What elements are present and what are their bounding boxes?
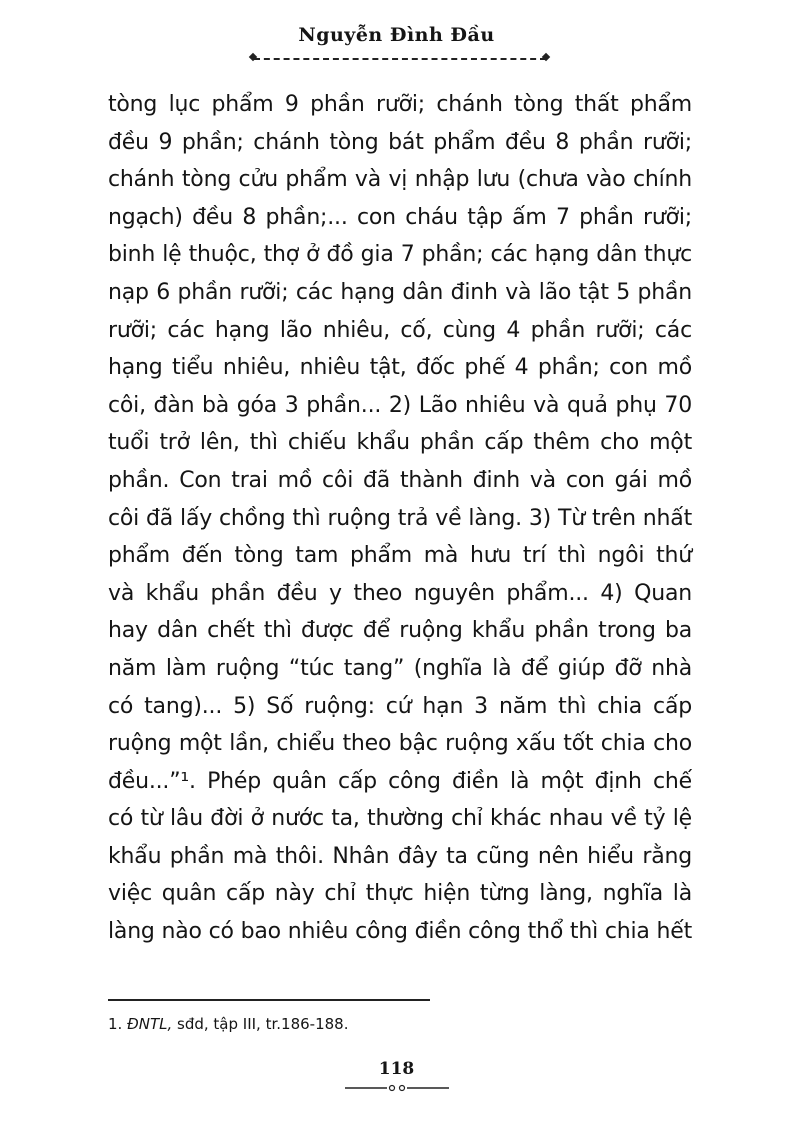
text-line: hạng tiểu nhiêu, nhiêu tật, đốc phế 4 phần; con mồ — [108, 355, 692, 381]
text-line: ngạch) đều 8 phần;... con cháu tập ấm 7 phần rưỡi; — [108, 204, 692, 230]
text-line: việc quân cấp này chỉ thực hiện từng làng, nghĩa là — [108, 881, 692, 907]
footnote-reference: sđd, tập III, tr.186-188. — [177, 1015, 349, 1033]
text-line: chánh tòng cửu phẩm và vị nhập lưu (chưa vào chính — [108, 167, 692, 193]
footnote — [108, 1013, 348, 1035]
text-line: năm làm ruộng “túc tang” (nghĩa là để giúp đỡ nhà — [108, 655, 692, 681]
text-line: tuổi trở lên, thì chiếu khẩu phần cấp thêm cho một — [108, 430, 692, 456]
text-line: ruộng một lần, chiểu theo bậc ruộng xấu tốt chia cho — [108, 731, 692, 757]
text-line: làng nào có bao nhiêu công điền công thổ thì chia hết — [108, 919, 692, 945]
text-line: côi đã lấy chồng thì ruộng trả về làng. 3) Từ trên nhất — [108, 505, 692, 531]
text-line: côi, đàn bà góa 3 phần... 2) Lão nhiêu và quả phụ 70 — [108, 392, 692, 418]
text-line: phần. Con trai mồ côi đã thành đinh và con gái mồ — [108, 467, 692, 493]
text-line: nạp 6 phần rưỡi; các hạng dân đinh và lão tật 5 phần — [108, 279, 692, 305]
footnote-source: ĐNTL, — [127, 1015, 173, 1033]
body-text — [108, 86, 692, 951]
text-line: đều 9 phần; chánh tòng bát phẩm đều 8 phần rưỡi; — [108, 129, 692, 155]
text-line: đều...”¹. Phép quân cấp công điền là một định chế — [108, 768, 692, 794]
text-line: tòng lục phẩm 9 phần rưỡi; chánh tòng thất phẩm — [108, 92, 692, 117]
text-line: có tang)... 5) Số ruộng: cứ hạn 3 năm thì chia cấp — [108, 693, 692, 719]
text-line: có từ lâu đời ở nước ta, thường chỉ khác nhau về tỷ lệ — [108, 806, 692, 832]
footnote-marker: 1. — [108, 1015, 123, 1033]
text-line: và khẩu phần đều y theo nguyên phẩm... 4) Quan — [108, 580, 692, 606]
page-number: 118 — [378, 1059, 415, 1079]
text-line: phẩm đến tòng tam phẩm mà hưu trí thì ngôi thứ — [108, 543, 692, 569]
header-dashed-rule — [254, 58, 546, 60]
footnote-rule — [108, 999, 430, 1001]
text-line: hay dân chết thì được để ruộng khẩu phần trong ba — [108, 618, 692, 644]
text-line: khẩu phần mà thôi. Nhân đây ta cũng nên hiểu rằng — [108, 843, 692, 869]
text-line: rưỡi; các hạng lão nhiêu, cố, cùng 4 phần rưỡi; các — [108, 317, 692, 343]
page-number-ornament — [345, 1083, 449, 1093]
header-author: Nguyễn Đình Đầu — [298, 24, 495, 46]
text-line: binh lệ thuộc, thợ ở đồ gia 7 phần; các hạng dân thực — [108, 242, 692, 268]
